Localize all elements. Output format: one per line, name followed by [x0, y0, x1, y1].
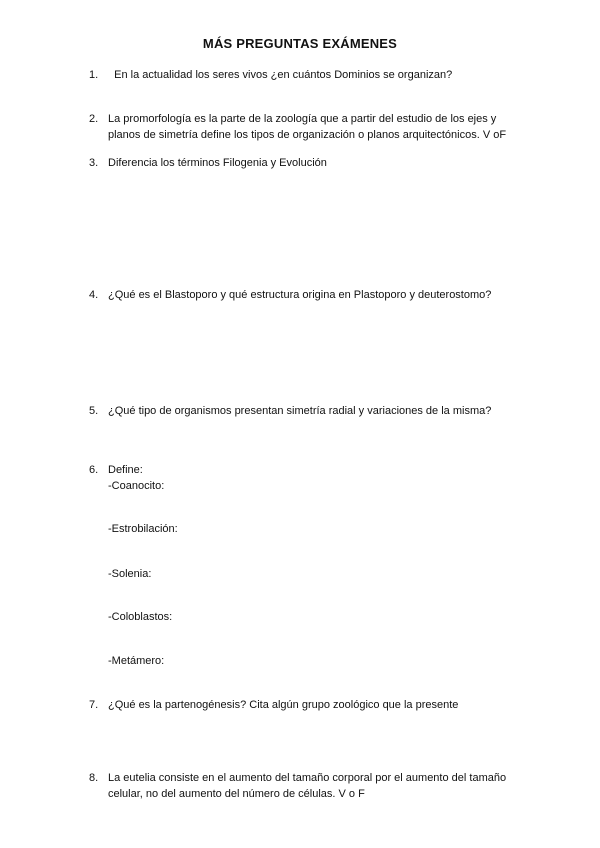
page-title: MÁS PREGUNTAS EXÁMENES	[202, 36, 398, 51]
define-term: -Solenia:	[108, 568, 152, 580]
define-term: -Coanocito:	[108, 480, 165, 492]
question-number: 7.	[89, 699, 99, 711]
question-text: ¿Qué es el Blastoporo y qué estructura origina en Plastoporo y deuterostomo?	[108, 289, 492, 301]
question-text-line: Define:	[108, 464, 143, 476]
question-number: 6.	[89, 464, 99, 476]
define-term: -Metámero:	[108, 655, 165, 667]
question-number: 2.	[89, 113, 99, 125]
question-text: ¿Qué tipo de organismos presentan simetría radial y variaciones de la misma?	[108, 405, 492, 417]
question-number: 8.	[89, 772, 99, 784]
question-number: 5.	[89, 405, 99, 417]
question-number: 3.	[89, 157, 99, 169]
question-text-line: planos de simetría define los tipos de organización o planos arquitectónicos. V oF	[108, 129, 507, 141]
question-number: 1.	[89, 69, 99, 81]
question-text: Diferencia los términos Filogenia y Evolución	[108, 157, 327, 169]
question-number: 4.	[89, 289, 99, 301]
question-text-line: La eutelia consiste en el aumento del tamaño corporal por el aumento del tamaño	[108, 772, 507, 784]
question-text: ¿Qué es la partenogénesis? Cita algún grupo zoológico que la presente	[108, 699, 459, 711]
define-term: -Estrobilación:	[108, 523, 178, 535]
question-text: En la actualidad los seres vivos ¿en cuántos Dominios se organizan?	[108, 69, 453, 81]
define-term: -Coloblastos:	[108, 611, 173, 623]
question-text-line: celular, no del aumento del número de células. V o F	[108, 788, 365, 800]
question-text-line: La promorfología es la parte de la zoología que a partir del estudio de los ejes y	[108, 113, 497, 125]
